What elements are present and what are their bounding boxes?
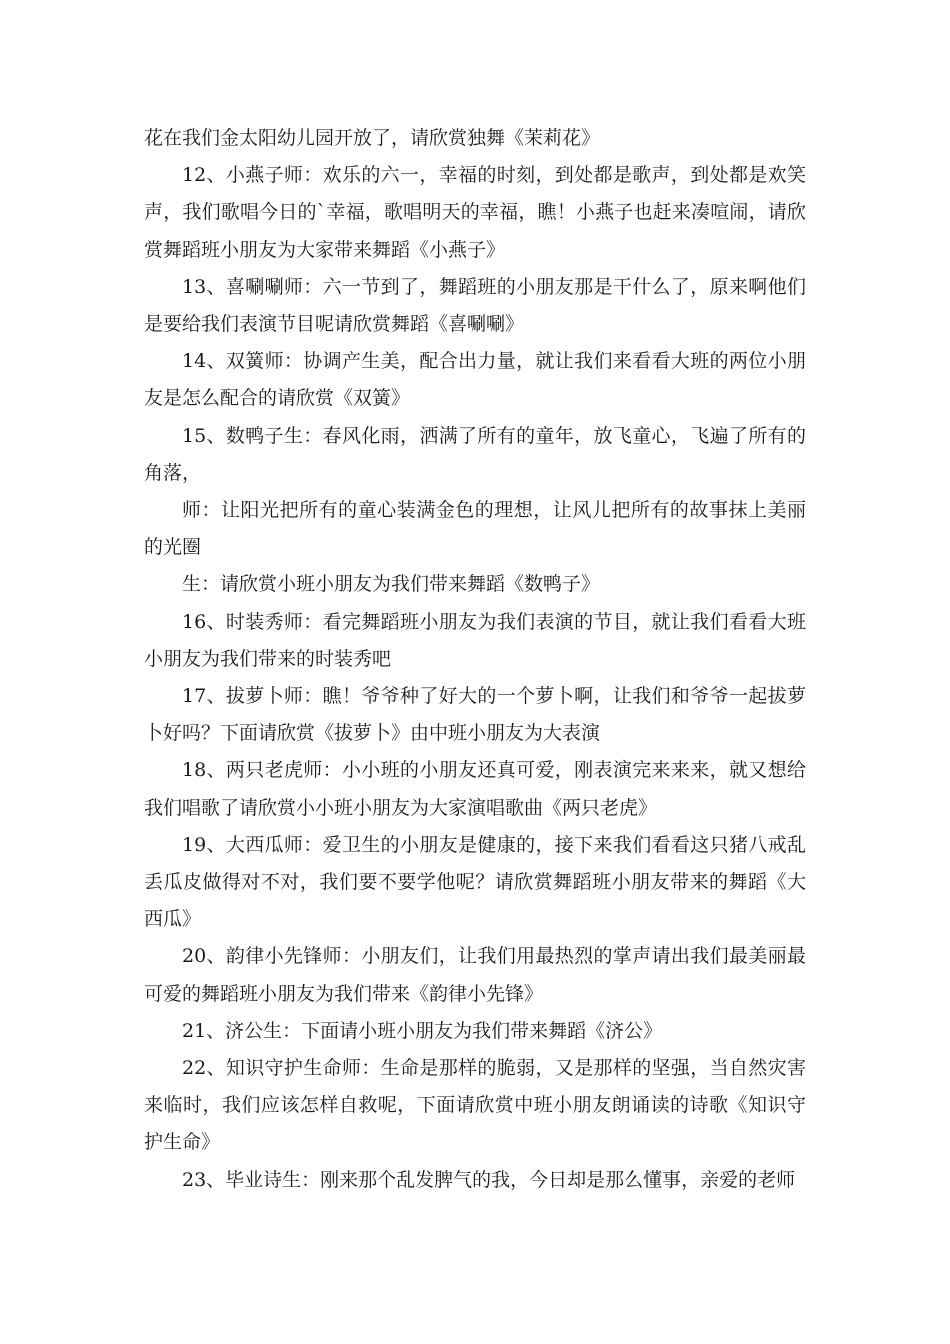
paragraph-item-23: 23、毕业诗生：刚来那个乱发脾气的我，今日却是那么懂事，亲爱的老师 <box>182 1168 796 1191</box>
paragraph-item-15-student: 生：请欣赏小班小朋友为我们带来舞蹈《数鸭子》 <box>182 573 601 596</box>
paragraph-item-15-teacher: 师：让阳光把所有的童心装满金色的理想，让风儿把所有的故事抹上美丽的光圈 <box>144 499 806 559</box>
paragraph-item-20: 20、韵律小先锋师：小朋友们，让我们用最热烈的掌声请出我们最美丽最可爱的舞蹈班小朋友为我们带来《韵律小先锋》 <box>144 945 806 1005</box>
paragraph-continuation: 花在我们金太阳幼儿园开放了，请欣赏独舞《茉莉花》 <box>144 127 601 149</box>
paragraph-item-14: 14、双簧师：协调产生美，配合出力量，就让我们来看看大班的两位小朋友是怎么配合的请欣赏《双簧》 <box>144 350 806 410</box>
paragraph-item-21: 21、济公生：下面请小班小朋友为我们带来舞蹈《济公》 <box>182 1019 663 1042</box>
paragraph-item-13: 13、喜唰唰师：六一节到了，舞蹈班的小朋友那是干什么了，原来啊他们是要给我们表演节目呢请欣赏舞蹈《喜唰唰》 <box>144 275 806 336</box>
paragraph-item-19: 19、大西瓜师：爱卫生的小朋友是健康的，接下来我们看看这只猪八戒乱丢瓜皮做得对不对，我们要不要学他呢？请欣赏舞蹈班小朋友带来的舞蹈《大西瓜》 <box>144 833 806 931</box>
paragraph-item-22: 22、知识守护生命师：生命是那样的脆弱，又是那样的坚强，当自然灾害来临时，我们应该怎样自救呢，下面请欣赏中班小朋友朗诵读的诗歌《知识守护生命》 <box>144 1057 806 1154</box>
paragraph-item-15: 15、数鸭子生：春风化雨，洒满了所有的童年，放飞童心，飞遍了所有的角落， <box>144 424 806 484</box>
paragraph-item-12: 12、小燕子师：欢乐的六一，幸福的时刻，到处都是歌声，到处都是欢笑声，我们歌唱今日的`幸福，歌唱明天的幸福，瞧！小燕子也赶来凑喧闹，请欣赏舞蹈班小朋友为大家带来舞蹈《小燕子》 <box>144 164 806 261</box>
paragraph-item-18: 18、两只老虎师：小小班的小朋友还真可爱，刚表演完来来来，就又想给我们唱歌了请欣赏小小班小朋友为大家演唱歌曲《两只老虎》 <box>144 759 806 819</box>
paragraph-item-16: 16、时装秀师：看完舞蹈班小朋友为我们表演的节目，就让我们看看大班小朋友为我们带来的时装秀吧 <box>144 610 806 670</box>
document-body <box>144 120 806 1199</box>
paragraph-item-17: 17、拔萝卜师：瞧！爷爷种了好大的一个萝卜啊，让我们和爷爷一起拔萝卜好吗？下面请欣赏《拔萝卜》由中班小朋友为大表演 <box>144 685 806 745</box>
